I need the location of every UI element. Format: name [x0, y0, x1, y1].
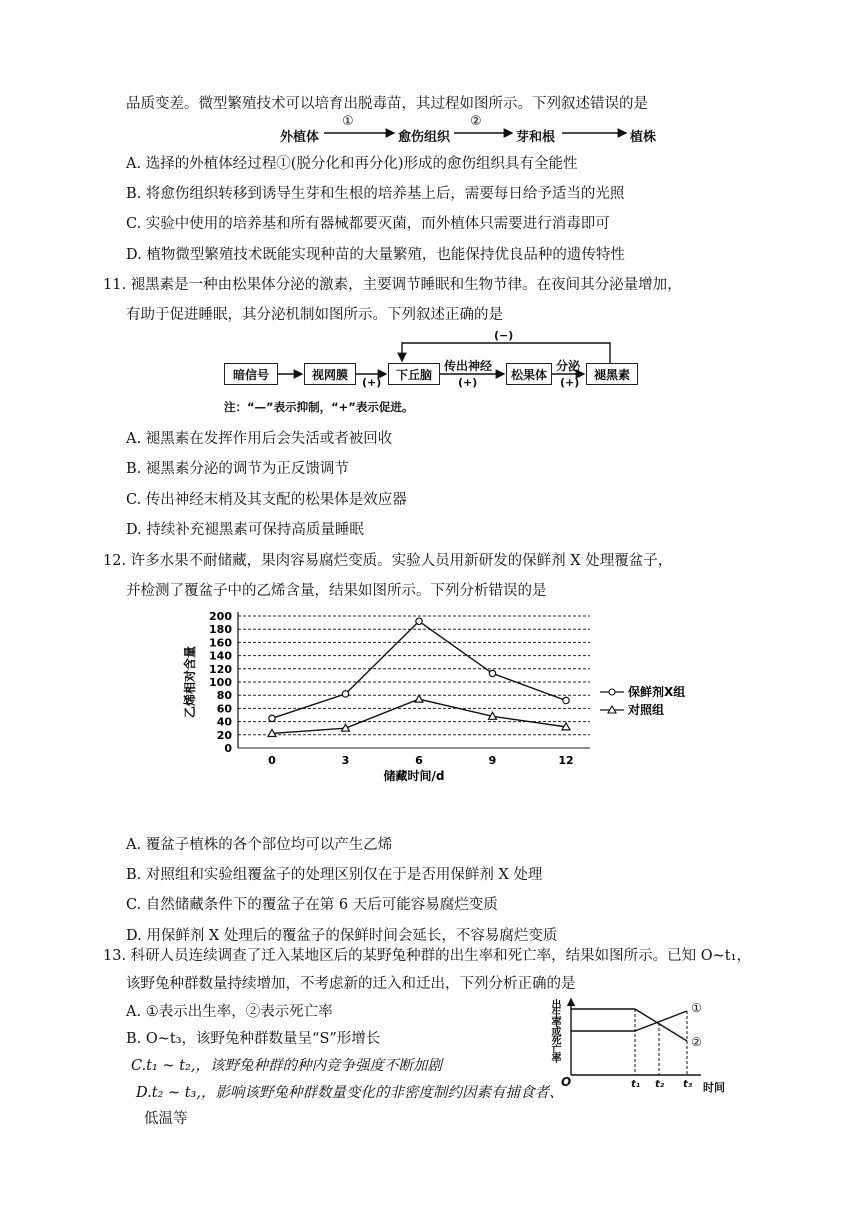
flow-node-plant: 植株 [630, 130, 657, 145]
q12-option-d: D. 用保鲜剂 X 处理后的覆盆子的保鲜时间会延长，不容易腐烂变质 [126, 928, 558, 944]
q11-option-c: C. 传出神经末梢及其支配的松果体是效应器 [126, 492, 407, 508]
data-point [269, 715, 275, 721]
q13-tick-t2: t₂ [655, 1079, 665, 1090]
x-tick-label: 9 [488, 754, 497, 767]
y-tick-label: 160 [209, 636, 232, 650]
q10-option-b: B. 将愈伤组织转移到诱导生芽和生根的培养基上后，需要每日给予适当的光照 [126, 186, 625, 202]
y-tick-label: 80 [216, 689, 232, 703]
q11-diagram [222, 325, 652, 417]
q13-graph [549, 995, 735, 1095]
x-tick-label: 12 [558, 754, 574, 767]
q13-curve2-label: ② [691, 1035, 702, 1049]
q13-y-label: 出生率或死亡率 [549, 999, 560, 1062]
y-tick-label: 20 [216, 728, 232, 742]
y-tick-label: 120 [209, 662, 232, 676]
y-tick-label: 60 [216, 702, 232, 716]
ethylene-chart [180, 600, 700, 800]
q13-stem-1: 13. 科研人员连续调查了迁入某地区后的某野兔种群的出生率和死亡率，结果如图所示。已知 O~t₁， [103, 948, 751, 964]
q13-option-b: B. O~t₃，该野兔种群数量呈“S”形增长 [126, 1031, 381, 1047]
edge-label-efferent-nerve: 传出神经 [444, 359, 493, 373]
q13-stem-2: 该野兔种群数量持续增加，不考虑新的迁入和迁出，下列分析正确的是 [126, 976, 576, 992]
q10-option-a: A. 选择的外植体经过程①(脱分化和再分化)形成的愈伤组织具有全能性 [126, 156, 578, 172]
q11-option-d: D. 持续补充褪黑素可保持高质量睡眠 [126, 522, 364, 538]
q13-tick-t3: t₃ [683, 1079, 693, 1090]
q13-option-a: A. ①表示出生率，②表示死亡率 [126, 1004, 333, 1020]
diagram-note: 注：“—”表示抑制，“+”表示促进。 [224, 400, 414, 414]
q12-stem-2: 并检测了覆盆子中的乙烯含量，结果如图所示。下列分析错误的是 [126, 583, 547, 599]
x-tick-label: 0 [268, 754, 276, 767]
q12-option-a: A. 覆盆子植株的各个部位均可以产生乙烯 [126, 837, 393, 853]
q11-stem-2: 有助于促进睡眠，其分泌机制如图所示。下列叙述正确的是 [126, 307, 503, 323]
q13-origin: O [561, 1075, 572, 1089]
y-tick-label: 180 [209, 623, 232, 637]
q13-option-c: C.t₁ ~ t₂,，该野兔种群的种内竞争强度不断加剧 [131, 1058, 442, 1074]
node-melatonin: 褪黑素 [586, 363, 638, 385]
y-tick-label: 0 [224, 742, 232, 755]
q12-stem-1: 12. 许多水果不耐储藏，果肉容易腐烂变质。实验人员用新研发的保鲜剂 X 处理覆盆子， [103, 553, 673, 569]
flow-node-buds-roots: 芽和根 [516, 130, 556, 145]
q12-option-b: B. 对照组和实验组覆盆子的处理区别仅在于是否用保鲜剂 X 处理 [126, 867, 543, 883]
q12-option-c: C. 自然储藏条件下的覆盆子在第 6 天后可能容易腐烂变质 [126, 897, 498, 913]
legend-label: 对照组 [628, 703, 665, 717]
q10-stem: 品质变差。微型繁殖技术可以培育出脱毒苗，其过程如图所示。下列叙述错误的是 [126, 96, 648, 112]
legend-marker [609, 689, 615, 695]
data-point [415, 695, 423, 702]
data-point [563, 697, 569, 703]
x-axis-label: 储藏时间/d [383, 769, 445, 783]
q10-option-c: C. 实验中使用的培养基和所有器械都要灭菌，而外植体只需要进行消毒即可 [126, 216, 610, 232]
q11-stem-1: 11. 褪黑素是一种由松果体分泌的激素，主要调节睡眠和生物节律。在夜间其分泌量增加， [103, 277, 682, 293]
flow-step-2: ② [470, 114, 482, 129]
data-point [489, 670, 495, 676]
data-point [416, 618, 422, 624]
x-tick-label: 6 [415, 754, 423, 767]
q13-curve1-label: ① [691, 1001, 702, 1015]
y-tick-label: 140 [209, 649, 232, 663]
legend-label: 保鲜剂X组 [628, 685, 686, 699]
flow-step-1: ① [342, 114, 354, 129]
flow-node-explant: 外植体 [280, 130, 320, 145]
y-axis-label: 乙烯相对含量 [183, 645, 197, 719]
q11-option-a: A. 褪黑素在发挥作用后会失活或者被回收 [126, 431, 393, 447]
data-point [342, 691, 348, 697]
y-tick-label: 100 [209, 676, 232, 689]
node-hypothalamus: 下丘脑 [388, 363, 440, 385]
edge-label-secrete: 分泌 [556, 359, 581, 373]
q13-tick-t1: t₁ [631, 1079, 641, 1090]
plus-sign-3: (+) [560, 376, 580, 389]
q13-x-label: 时间 [703, 1081, 725, 1094]
q10-flow-diagram [280, 114, 700, 147]
flow-node-callus: 愈伤组织 [398, 130, 451, 145]
x-tick-label: 3 [341, 754, 350, 767]
q13-option-d: D.t₂ ~ t₃,，影响该野兔种群数量变化的非密度制约因素有捕食者、 [136, 1085, 564, 1101]
minus-sign: (−) [494, 329, 514, 342]
q11-option-b: B. 褪黑素分泌的调节为正反馈调节 [126, 461, 349, 477]
q13-option-d-cont: 低温等 [144, 1111, 188, 1127]
y-tick-label: 40 [216, 715, 232, 729]
plus-sign-1: (+) [362, 376, 382, 389]
node-dark-signal: 暗信号 [224, 363, 278, 385]
plus-sign-2: (+) [458, 376, 478, 389]
flow-arrows [280, 117, 700, 147]
q10-option-d: D. 植物微型繁殖技术既能实现种苗的大量繁殖，也能保持优良品种的遗传特性 [126, 247, 625, 263]
y-tick-label: 200 [209, 610, 232, 623]
node-retina: 视网膜 [304, 363, 356, 385]
series-line-0 [272, 621, 566, 718]
node-pineal: 松果体 [506, 363, 552, 385]
